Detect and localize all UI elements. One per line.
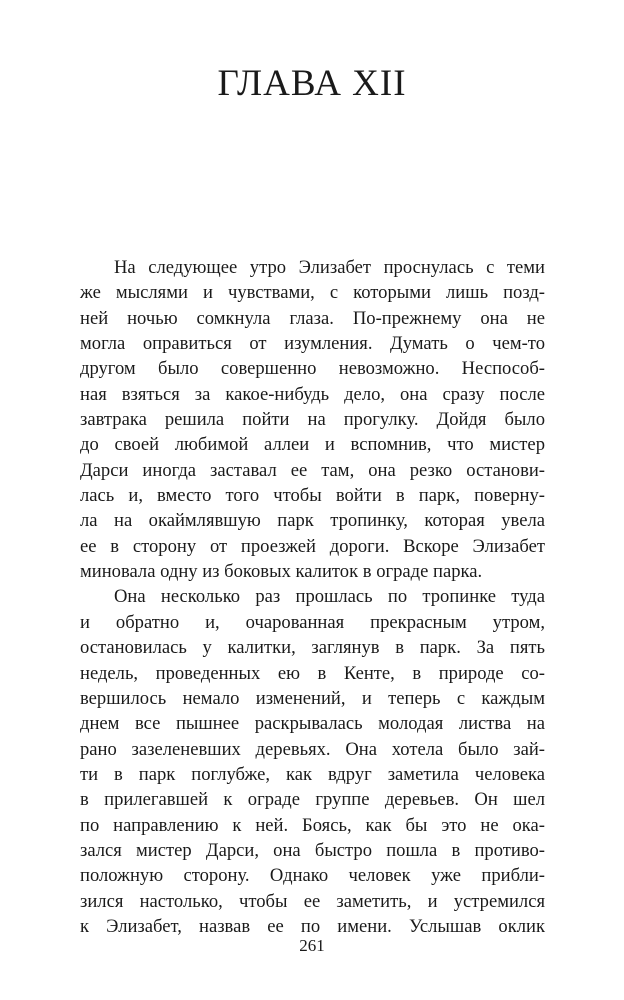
text-line: ти в парк поглубже, как вдруг заметила человека <box>80 763 545 785</box>
text-line: же мыслями и чувствами, с которыми лишь позд- <box>80 282 545 304</box>
text-line: лась и, вместо того чтобы войти в парк, поверну- <box>80 485 545 507</box>
text-line: зался мистер Дарси, она быстро пошла в противо- <box>80 839 545 861</box>
paragraph <box>80 584 545 939</box>
chapter-title: ГЛАВА XII <box>217 63 407 104</box>
body-text <box>80 255 545 939</box>
text-line: другом было совершенно невозможно. Неспособ- <box>80 358 545 380</box>
text-line: Она несколько раз прошлась по тропинке туда <box>114 586 545 608</box>
paragraph <box>80 255 545 584</box>
text-line: в прилегавшей к ограде группе деревьев. Он шел <box>80 789 545 811</box>
text-line: рано зазеленевших деревьях. Она хотела было зай- <box>80 738 545 760</box>
text-line: недель, проведенных ею в Кенте, в природе со- <box>80 662 545 684</box>
text-line: днем все пышнее раскрывалась молодая листва на <box>80 713 545 735</box>
text-line: до своей любимой аллеи и вспомнив, что мистер <box>80 434 545 456</box>
text-line: ная взяться за какое-нибудь дело, она сразу после <box>80 383 545 405</box>
text-line: вершилось немало изменений, и теперь с каждым <box>80 687 545 709</box>
text-line: по направлению к ней. Боясь, как бы это не ока- <box>80 814 545 836</box>
text-line: зился настолько, чтобы ее заметить, и устремился <box>80 890 545 912</box>
text-line: к Элизабет, назвав ее по имени. Услышав оклик <box>80 915 545 937</box>
text-line: завтрака решила пойти на прогулку. Дойдя было <box>80 409 545 431</box>
text-line: На следующее утро Элизабет проснулась с теми <box>114 257 545 278</box>
text-line: Дарси иногда заставал ее там, она резко останови- <box>80 459 545 481</box>
text-line: ла на окаймлявшую парк тропинку, которая увела <box>80 510 545 532</box>
text-line: остановилась у калитки, заглянув в парк. За пять <box>80 637 545 659</box>
text-line: и обратно и, очарованная прекрасным утром, <box>80 611 545 633</box>
text-line: положную сторону. Однако человек уже прибли- <box>80 865 545 887</box>
text-line: миновала одну из боковых калиток в ограде парка. <box>80 561 483 583</box>
text-line: могла оправиться от изумления. Думать о чем-то <box>80 333 545 355</box>
text-line: ней ночью сомкнула глаза. По-прежнему она не <box>80 307 545 329</box>
page-number: 261 <box>299 936 325 955</box>
text-line: ее в сторону от проезжей дороги. Вскоре Элизабет <box>80 535 545 557</box>
